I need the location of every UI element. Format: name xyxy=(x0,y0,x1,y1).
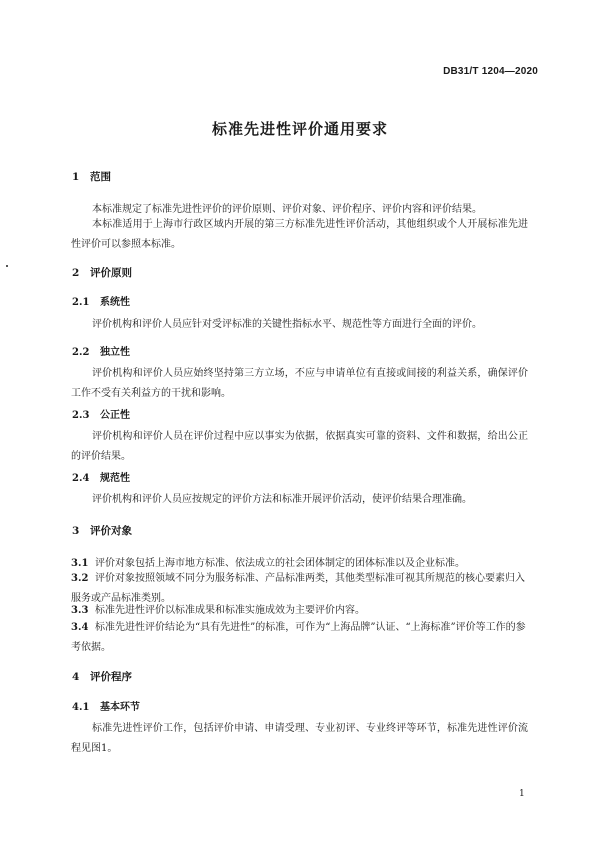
section-title: 评价程序 xyxy=(90,671,132,683)
subsection-number: 2.2 xyxy=(72,347,90,358)
paragraph: 评价机构和评价人员应按规定的评价方法和标准开展评价活动，使评价结果合理准确。 xyxy=(92,494,472,505)
subsection-title: 系统性 xyxy=(100,297,130,308)
section-title: 范围 xyxy=(90,171,111,183)
section-number: 1 xyxy=(72,171,80,183)
section-2-heading xyxy=(72,265,132,280)
subsection-title: 公正性 xyxy=(100,410,130,421)
clause-text: 评价对象按照领域不同分为服务标准、产品标准两类，其他类型标准可视其所规范的核心要素归入服务或产品标准类别。 xyxy=(71,573,525,604)
section-title: 评价对象 xyxy=(90,525,132,537)
section-number: 2 xyxy=(72,267,80,279)
paragraph: 标准先进性评价工作，包括评价申请、申请受理、专业初评、专业终评等环节，标准先进性评价流程见图1。 xyxy=(71,723,528,754)
subsection-title: 独立性 xyxy=(100,347,130,358)
subsection-number: 2.1 xyxy=(72,297,90,308)
clause-number: 3.3 xyxy=(71,605,89,616)
clause-text: 标准先进性评价以标准成果和标准实施成效为主要评价内容。 xyxy=(95,605,365,616)
section-number: 4 xyxy=(72,671,80,683)
paragraph: 评价机构和评价人员在评价过程中应以事实为依据，依据真实可靠的资料、文件和数据，给出公正的评价结果。 xyxy=(71,431,528,462)
subsection-number: 4.1 xyxy=(72,702,90,713)
subsection-2-1-heading xyxy=(72,293,130,308)
subsection-2-4-heading xyxy=(72,469,130,484)
section-title: 评价原则 xyxy=(90,267,132,279)
scan-mark xyxy=(6,265,8,267)
clause-number: 3.1 xyxy=(71,558,89,569)
section-1-heading xyxy=(72,169,111,184)
clause-number: 3.4 xyxy=(71,622,89,633)
subsection-number: 2.3 xyxy=(72,410,90,421)
subsection-title: 基本环节 xyxy=(100,702,140,713)
paragraph: 评价机构和评价人员应始终坚持第三方立场，不应与申请单位有直接或间接的利益关系，确保评价工作不受有关利益方的干扰和影响。 xyxy=(71,368,528,399)
section-number: 3 xyxy=(72,525,80,537)
subsection-2-2-heading xyxy=(72,343,130,358)
clause-text: 标准先进性评价结论为“具有先进性”的标准，可作为“上海品牌”认证、“上海标准”评价等工作的参考依据。 xyxy=(71,622,526,653)
subsection-2-3-heading xyxy=(72,406,130,421)
section-4-heading xyxy=(72,669,132,684)
clause-3-4 xyxy=(71,618,528,658)
paragraph: 本标准规定了标准先进性评价的评价原则、评价对象、评价程序、评价内容和评价结果。 xyxy=(92,204,482,215)
paragraph: 评价机构和评价人员应针对受评标准的关键性指标水平、规范性等方面进行全面的评价。 xyxy=(92,319,482,330)
page-title: 标准先进性评价通用要求 xyxy=(211,120,388,138)
subsection-number: 2.4 xyxy=(72,473,90,484)
paragraph: 本标准适用于上海市行政区域内开展的第三方标准先进性评价活动，其他组织或个人开展标准先进性评价可以参照本标准。 xyxy=(71,219,528,250)
document-code: DB31/T 1204—2020 xyxy=(443,66,538,77)
clause-text: 评价对象包括上海市地方标准、依法成立的社会团体制定的团体标准以及企业标准。 xyxy=(95,558,465,569)
clause-number: 3.2 xyxy=(71,573,89,584)
section-3-heading xyxy=(72,523,132,538)
subsection-4-1-heading xyxy=(72,698,140,713)
subsection-title: 规范性 xyxy=(100,473,130,484)
page-number: 1 xyxy=(519,789,525,799)
